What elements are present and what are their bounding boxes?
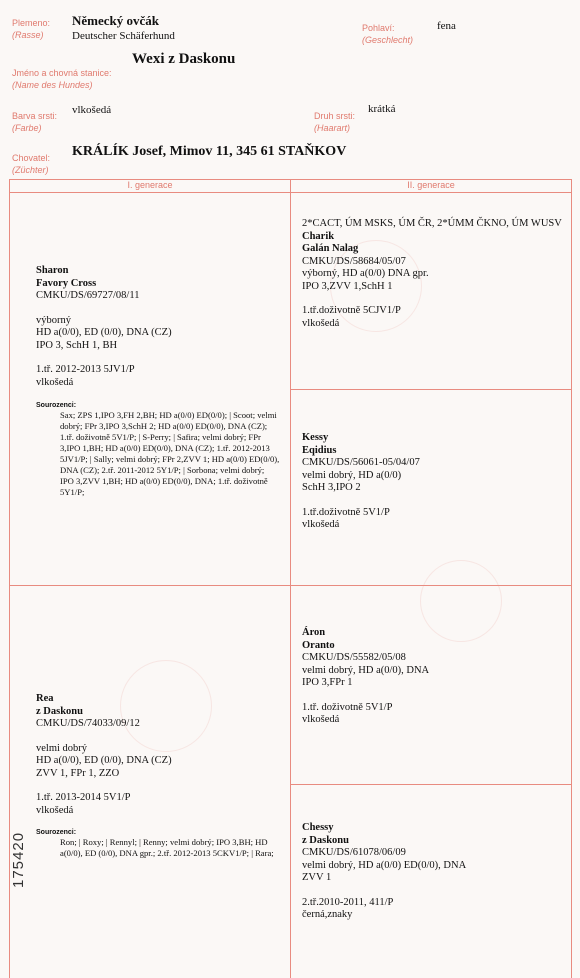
- sire-sire-titles: 2*CACT, ÚM MSKS, ÚM ČR, 2*ÚMM ČKNO, ÚM WUSV: [302, 218, 562, 229]
- dam-grade: velmi dobrý: [36, 742, 88, 754]
- sire-block: [36, 265, 286, 389]
- dam-dam-exams: ZVV 1: [302, 872, 332, 883]
- sire-dam-color: vlkošedá: [302, 519, 340, 530]
- sire-sire-color: vlkošedá: [302, 317, 340, 329]
- generation-2-header: II. generace: [407, 180, 455, 190]
- sire-kennel: Favory Cross: [36, 277, 97, 289]
- sire-sire-kennel: Galán Nalag: [302, 243, 359, 254]
- grid-q1-horizontal: [290, 389, 572, 390]
- dam-sire-kennel: Oranto: [302, 639, 335, 651]
- dam-block: [36, 693, 286, 817]
- sex-label-de: (Geschlecht): [362, 35, 414, 45]
- dam-sire-block: [302, 627, 562, 727]
- sire-sire-exams: IPO 3,ZVV 1,SchH 1: [302, 280, 393, 292]
- breeder-label-cz: Chovatel:: [12, 153, 51, 163]
- dam-sire-rank: 1.tř. doživotně 5V1/P: [302, 701, 393, 713]
- dog-name: Wexi z Daskonu: [132, 51, 236, 67]
- dam-reg: CMKU/DS/74033/09/12: [36, 718, 140, 729]
- breed-label: [12, 17, 50, 41]
- breed-label-cz: Plemeno:: [12, 18, 51, 28]
- dam-sire-health: velmi dobrý, HD a(0/0), DNA: [302, 664, 430, 676]
- sire-grade: výborný: [36, 314, 71, 326]
- sire-health: HD a(0/0), ED (0/0), DNA (CZ): [36, 327, 172, 338]
- breeder-label-de: (Züchter): [12, 165, 49, 175]
- name-label-cz: Jméno a chovná stanice:: [12, 68, 112, 78]
- color-label-cz: Barva srsti:: [12, 111, 58, 121]
- grid-q3-horizontal: [290, 784, 572, 785]
- dam-sire-reg: CMKU/DS/55582/05/08: [302, 652, 406, 663]
- dam-sire-name: Áron: [302, 627, 326, 638]
- sire-sire-rank: 1.tř.doživotně 5CJV1/P: [302, 305, 401, 316]
- dam-siblings: [36, 828, 286, 859]
- dam-sire-exams: IPO 3,FPr 1: [302, 677, 353, 688]
- sire-sire-block: [302, 218, 562, 330]
- dam-color: vlkošedá: [36, 804, 74, 816]
- dam-dam-color: černá,znaky: [302, 909, 353, 920]
- dam-sire-color: vlkošedá: [302, 714, 340, 725]
- dam-exams: ZVV 1, FPr 1, ZZO: [36, 767, 120, 779]
- sire-sire-reg: CMKU/DS/58684/05/07: [302, 255, 406, 267]
- sire-sire-health: výborný, HD a(0/0) DNA gpr.: [302, 268, 429, 279]
- dam-kennel: z Daskonu: [36, 705, 83, 717]
- sire-dam-name: Kessy: [302, 432, 329, 443]
- breed-label-de: (Rasse): [12, 30, 44, 40]
- coat-label: [314, 110, 355, 134]
- sire-color: vlkošedá: [36, 376, 74, 388]
- dam-siblings-label: Sourozenci:: [36, 829, 77, 836]
- sire-siblings-text: Sax; ZPS 1,IPO 3,FH 2,BH; HD a(0/0) ED(0/0); | Scoot; velmi dobrý; FPr 3,IPO 3,SchH 2; HD a(0/0) ED(0/0), DNA (CZ); 1.tř. doživotně 5V1/P; | S-Perry; | Safira; velmi dobrý; FPr 3,IPO 1,BH; HD a(0/0) ED(0/0), DNA (CZ); 1.tř. 2012-2013 5JV1/P; | Sally; velmi dobrý; FPr 2,ZVV 1; HD a(0/0) ED(0/0), DNA (CZ); 2.tř. 2011-2012 5Y1/P; | Sorbona; velmi dobrý; IPO 3,ZVV 1,BH; HD a(0/0) ED(0/0), DNA; 1.tř. doživotně 5Y1/P;: [60, 410, 280, 497]
- dam-siblings-text: Ron; | Roxy; | Rennyl; | Renny; velmi dobrý; IPO 3,BH; HD a(0/0), ED (0/0), DNA gpr.; 2.tř. 2012-2013 5CKV1/P; | Rara;: [60, 837, 274, 858]
- grid-right: [571, 179, 572, 978]
- sire-dam-exams: SchH 3,IPO 2: [302, 482, 361, 493]
- sex-value: fena: [437, 20, 456, 32]
- coat-label-de: (Haarart): [314, 123, 351, 133]
- sire-name: Sharon: [36, 265, 69, 276]
- sire-siblings: [36, 401, 286, 498]
- sire-reg: CMKU/DS/69727/08/11: [36, 290, 140, 301]
- breed-de: Deutscher Schäferhund: [72, 30, 175, 42]
- sire-exams: IPO 3, SchH 1, BH: [36, 339, 118, 351]
- breeder-label: [12, 152, 50, 176]
- dam-dam-rank: 2.tř.2010-2011, 411/P: [302, 896, 394, 908]
- name-label: [12, 67, 112, 91]
- sire-dam-reg: CMKU/DS/56061-05/04/07: [302, 457, 420, 468]
- dam-dam-reg: CMKU/DS/61078/06/09: [302, 847, 406, 858]
- generation-1-header: I. generace: [127, 180, 173, 190]
- dam-dam-kennel: z Daskonu: [302, 834, 349, 846]
- dam-health: HD a(0/0), ED (0/0), DNA (CZ): [36, 755, 172, 766]
- grid-middle: [290, 179, 291, 978]
- serial-number: 175420: [10, 831, 27, 888]
- color-label: [12, 110, 57, 134]
- coat-label-cz: Druh srsti:: [314, 111, 356, 121]
- dam-name: Rea: [36, 693, 54, 704]
- sire-rank: 1.tř. 2012-2013 5JV1/P: [36, 364, 135, 375]
- dam-dam-block: [302, 822, 562, 922]
- sire-sire-name: Charik: [302, 230, 335, 242]
- name-label-de: (Name des Hundes): [12, 80, 93, 90]
- grid-mid-horizontal: [9, 585, 572, 586]
- dam-dam-health: velmi dobrý, HD a(0/0) ED(0/0), DNA: [302, 859, 467, 871]
- coat-value: krátká: [368, 103, 396, 115]
- sex-label: [362, 22, 413, 46]
- sire-dam-kennel: Eqidius: [302, 444, 337, 456]
- dam-rank: 1.tř. 2013-2014 5V1/P: [36, 792, 131, 803]
- breed-cz: Německý ovčák: [72, 13, 160, 28]
- breeder-value: KRÁLÍK Josef, Mimov 11, 345 61 STAŇKOV: [72, 144, 347, 159]
- dam-dam-name: Chessy: [302, 822, 334, 833]
- sire-dam-block: [302, 432, 562, 532]
- sire-dam-health: velmi dobrý, HD a(0/0): [302, 469, 402, 481]
- sire-dam-rank: 1.tř.doživotně 5V1/P: [302, 506, 390, 518]
- sex-label-cz: Pohlaví:: [362, 23, 395, 33]
- sire-siblings-label: Sourozenci:: [36, 402, 77, 409]
- color-value: vlkošedá: [72, 104, 112, 116]
- color-label-de: (Farbe): [12, 123, 42, 133]
